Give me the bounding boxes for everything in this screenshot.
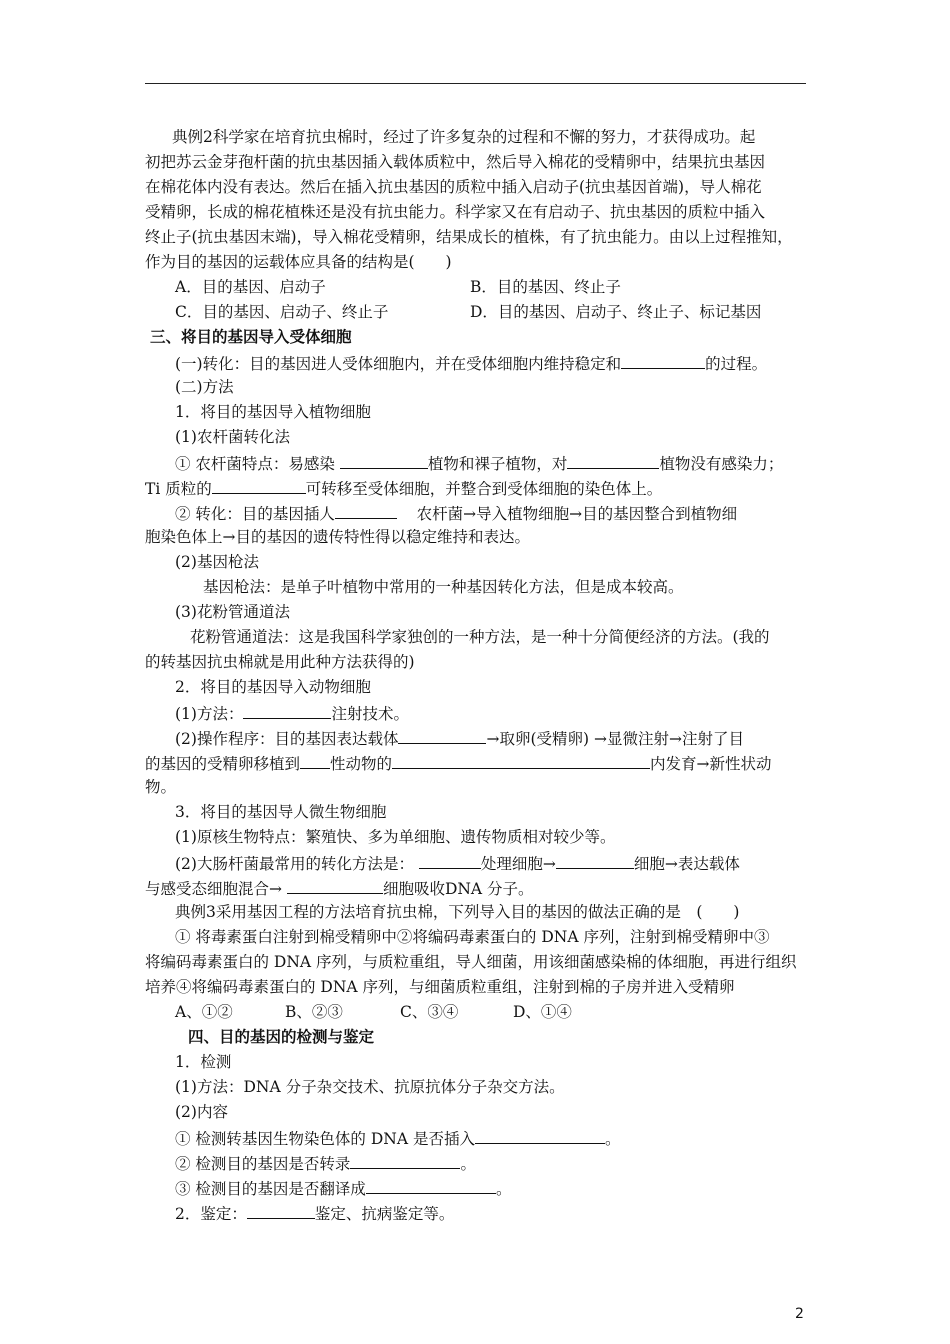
example3-option-b: B、②③ <box>285 1003 343 1021</box>
agrobacterium-feature: ① 农杆菌特点：易感染 植物和裸子植物，对 植物没有感染力； <box>175 452 783 474</box>
detection-item-2: ② 检测目的基因是否转录 。 <box>175 1152 476 1174</box>
microbe-cell-heading: 3．将目的基因导人微生物细胞 <box>175 803 387 821</box>
example2-option-d: D．目的基因、启动子、终止子、标记基因 <box>470 303 762 321</box>
header-rule <box>145 83 806 84</box>
blank-field <box>350 1152 460 1169</box>
blank-field <box>243 702 331 719</box>
section4-title: 四、目的基因的检测与鉴定 <box>188 1027 375 1046</box>
ecoli-method-line-2: 与感受态细胞混合→ 细胞吸收DNA 分子。 <box>145 877 534 899</box>
pollen-tube-text-2: 的转基因抗虫棉就是用此种方法获得的) <box>145 653 415 671</box>
example2-line-1: 典例2科学家在培育抗虫棉时，经过了许多复杂的过程和不懈的努力，才获得成功。起 <box>172 128 756 146</box>
example3-line-3: 培养④将编码毒素蛋白的 DNA 序列，与细菌质粒重组，注射到棉的子房并进入受精卵 <box>145 978 735 996</box>
transformation-line-2: 胞染色体上→目的基因的遗传特性得以稳定维持和表达。 <box>145 528 530 546</box>
example2-line-2: 初把苏云金芽孢杆菌的抗虫基因插入载体质粒中，然后导入棉花的受精卵中，结果抗虫基因 <box>145 153 766 171</box>
blank-field <box>247 1202 315 1219</box>
example3-option-c: C、③④ <box>400 1003 459 1021</box>
example2-option-a: A．目的基因、启动子 <box>175 278 326 296</box>
animal-cell-heading: 2．将目的基因导入动物细胞 <box>175 678 371 696</box>
animal-procedure-line-3: 物。 <box>145 778 177 796</box>
animal-procedure-line-1: (2)操作程序：目的基因表达载体 →取卵(受精卵) →显微注射→注射了目 <box>175 727 744 749</box>
pollen-tube-heading: (3)花粉管通道法 <box>175 603 290 621</box>
example2-line-3: 在棉花体内没有表达。然后在插入抗虫基因的质粒中插入启动子(抗虫基因首端)，导人棉花 <box>145 178 762 196</box>
agrobacterium-heading: (1)农杆菌转化法 <box>175 428 290 446</box>
blank-field <box>366 1177 496 1194</box>
ecoli-method-line-1: (2)大肠杆菌最常用的转化方法是： 处理细胞→ 细胞→表达载体 <box>175 852 740 874</box>
blank-field <box>621 352 705 369</box>
blank-field <box>475 1127 605 1144</box>
blank-field <box>287 877 383 894</box>
example2-option-b: B．目的基因、终止子 <box>470 278 621 296</box>
detection-method: (1)方法：DNA 分子杂交技术、抗原抗体分子杂交方法。 <box>175 1078 565 1096</box>
blank-field <box>419 852 481 869</box>
example2-line-6: 作为目的基因的运载体应具备的结构是( ) <box>145 253 452 271</box>
gene-gun-heading: (2)基因枪法 <box>175 553 259 571</box>
pollen-tube-text-1: 花粉管通道法：这是我国科学家独创的一种方法，是一种十分简便经济的方法。(我的 <box>190 628 770 646</box>
example3-option-d: D、①④ <box>513 1003 572 1021</box>
example3-line-1: ① 将毒素蛋白注射到棉受精卵中②将编码毒素蛋白的 DNA 序列，注射到棉受精卵中③ <box>175 928 770 946</box>
example3-line-2: 将编码毒素蛋白的 DNA 序列，与质粒重组，导人细菌，用该细菌感染棉的体细胞，再进行组织 <box>145 953 797 971</box>
gene-gun-text: 基因枪法：是单子叶植物中常用的一种基因转化方法，但是成本较高。 <box>203 578 684 596</box>
blank-field <box>398 727 486 744</box>
transformation-line: ② 转化：目的基因插人 农杆菌→导入植物细胞→目的基因整合到植物细 <box>175 502 737 524</box>
blank-field <box>567 452 659 469</box>
example2-line-4: 受精卵，长成的棉花植株还是没有抗虫能力。科学家又在有启动子、抗虫基因的质粒中插入 <box>145 203 766 221</box>
example2-line-5: 终止子(抗虫基因末端)，导入棉花受精卵，结果成长的植株，有了抗虫能力。由以上过程推知， <box>145 228 793 246</box>
animal-method-line: (1)方法： 注射技术。 <box>175 702 409 724</box>
detection-content-heading: (2)内容 <box>175 1103 228 1121</box>
page-number: 2 <box>795 1306 804 1322</box>
blank-field <box>340 452 428 469</box>
detection-heading: 1．检测 <box>175 1053 232 1071</box>
example3-question: 典例3采用基因工程的方法培育抗虫棉，下列导入目的基因的做法正确的是 ( ) <box>175 903 740 921</box>
blank-field <box>556 852 634 869</box>
method-heading: (二)方法 <box>175 378 234 396</box>
transform-definition: (一)转化：目的基因进人受体细胞内，并在受体细胞内维持稳定和 的过程。 <box>175 352 767 374</box>
plant-cell-heading: 1．将目的基因导入植物细胞 <box>175 403 371 421</box>
blank-field <box>300 752 330 769</box>
blank-field <box>212 477 306 494</box>
blank-field <box>392 752 650 769</box>
prokaryote-feature: (1)原核生物特点：繁殖快、多为单细胞、遗传物质相对较少等。 <box>175 828 616 846</box>
section3-title: 三、将目的基因导入受体细胞 <box>150 327 352 346</box>
detection-item-1: ① 检测转基因生物染色体的 DNA 是否插入 。 <box>175 1127 620 1149</box>
identification-line: 2．鉴定： 鉴定、抗病鉴定等。 <box>175 1202 454 1224</box>
ti-plasmid-line: Ti 质粒的 可转移至受体细胞，并整合到受体细胞的染色体上。 <box>145 477 662 499</box>
detection-item-3: ③ 检测目的基因是否翻译成 。 <box>175 1177 511 1199</box>
example3-option-a: A、①② <box>175 1003 233 1021</box>
animal-procedure-line-2: 的基因的受精卵移植到 性动物的 内发育→新性状动 <box>145 752 772 774</box>
blank-field <box>335 502 397 519</box>
example2-option-c: C．目的基因、启动子、终止子 <box>175 303 389 321</box>
